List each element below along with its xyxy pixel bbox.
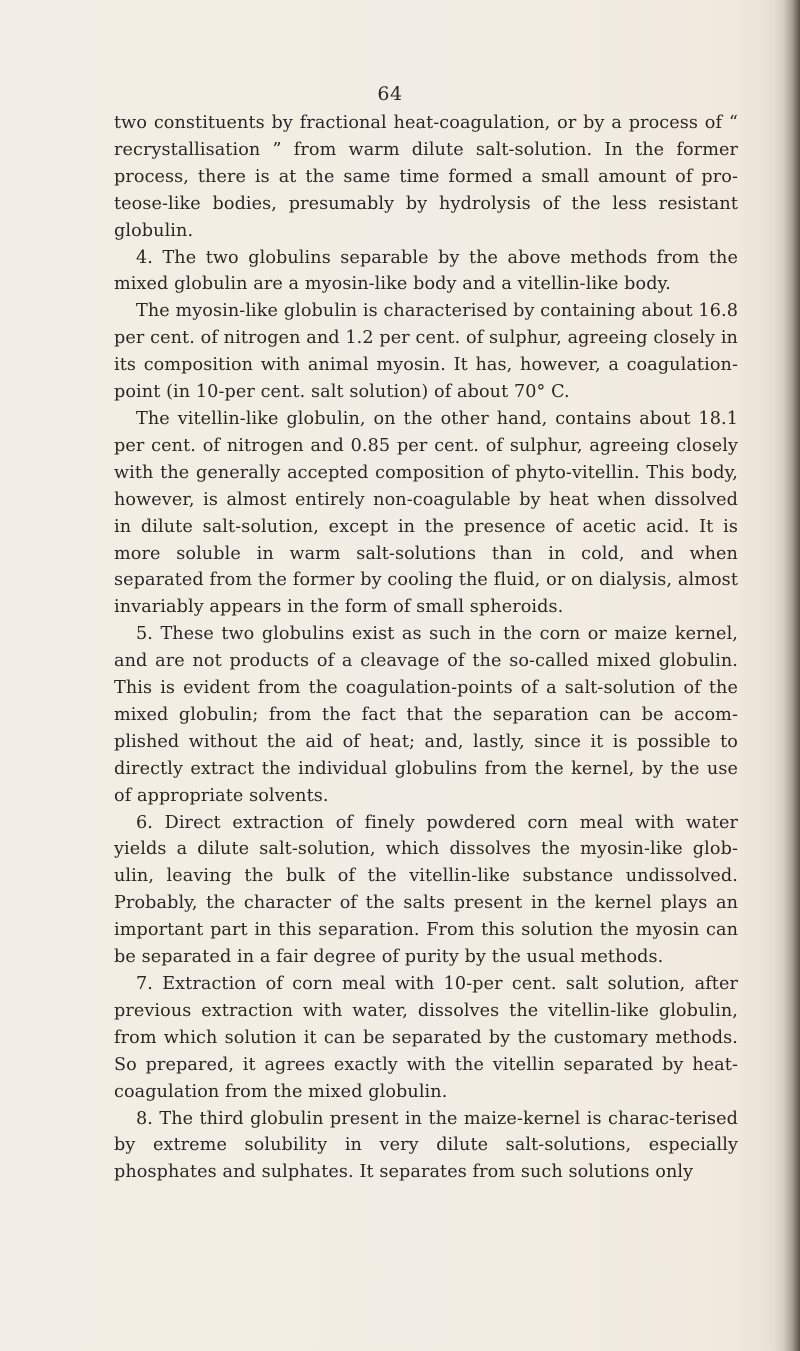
paragraph-6: 6. Direct extraction of finely powdered corn meal with water yields a dilute salt-solution, which dissolves the myosin-like glob-ulin, leaving the bulk of the vitellin-like substance undissolved. Probably, the character of the salts present in the kernel plays an important part in this separation. From this solution the myosin can be separated in a fair degree of purity by the usual methods. [114, 812, 738, 968]
paragraph-continuation: two constituents by fractional heat-coagulation, or by a process of “ recrystallisation ” from warm dilute salt-solution. In the former process, there is at the same time formed a small amount of pro-teose-like bodies, presumably by hydrolysis of the less resistant globulin. [114, 113, 738, 241]
paragraph-4: 4. The two globulins separable by the above methods from the mixed globulin are a myosin-like body and a vitellin-like body. [114, 247, 738, 295]
paragraph-vitellin: The vitellin-like globulin, on the other hand, contains about 18.1 per cent. of nitrogen and 0.85 per cent. of sulphur, agreeing closely with the generally accepted composition of phyto-vitellin. This body, however, is almost entirely non-coagulable by heat when dissolved in dilute salt-solution, except in the presence of acetic acid. It is more soluble in warm salt-solutions than in cold, and when separated from the former by cooling the fluid, or on dialysis, almost invariably appears in the form of small spheroids. [114, 408, 738, 618]
paragraph-7: 7. Extraction of corn meal with 10-per cent. salt solution, after previous extraction with water, dissolves the vitellin-like globulin, from which solution it can be separated by the customary methods. So prepared, it agrees exactly with the vitellin separated by heat-coagulation from the mixed globulin. [114, 974, 738, 1102]
page-binding-shadow [774, 0, 800, 1351]
page-number: 64 [377, 83, 403, 105]
paragraph-8: 8. The third globulin present in the maize-kernel is charac-terised by extreme solubility in very dilute salt-solutions, especially phosphates and sulphates. It separates from such solutions only [114, 1108, 738, 1183]
paragraph-myosin: The myosin-like globulin is characterised by containing about 16.8 per cent. of nitrogen and 1.2 per cent. of sulphur, agreeing closely in its composition with animal myosin. It has, however, a coagulation-point (in 10-per cent. salt solution) of about 70° C. [114, 301, 738, 403]
body-text [114, 110, 738, 1186]
paragraph-5: 5. These two globulins exist as such in the corn or maize kernel, and are not products of a cleavage of the so-called mixed globulin. This is evident from the coagulation-points of a salt-solution of the mixed globulin; from the fact that the separation can be accom-plished without the aid of heat; and, lastly, since it is possible to directly extract the individual globulins from the kernel, by the use of appropriate solvents. [114, 624, 738, 806]
